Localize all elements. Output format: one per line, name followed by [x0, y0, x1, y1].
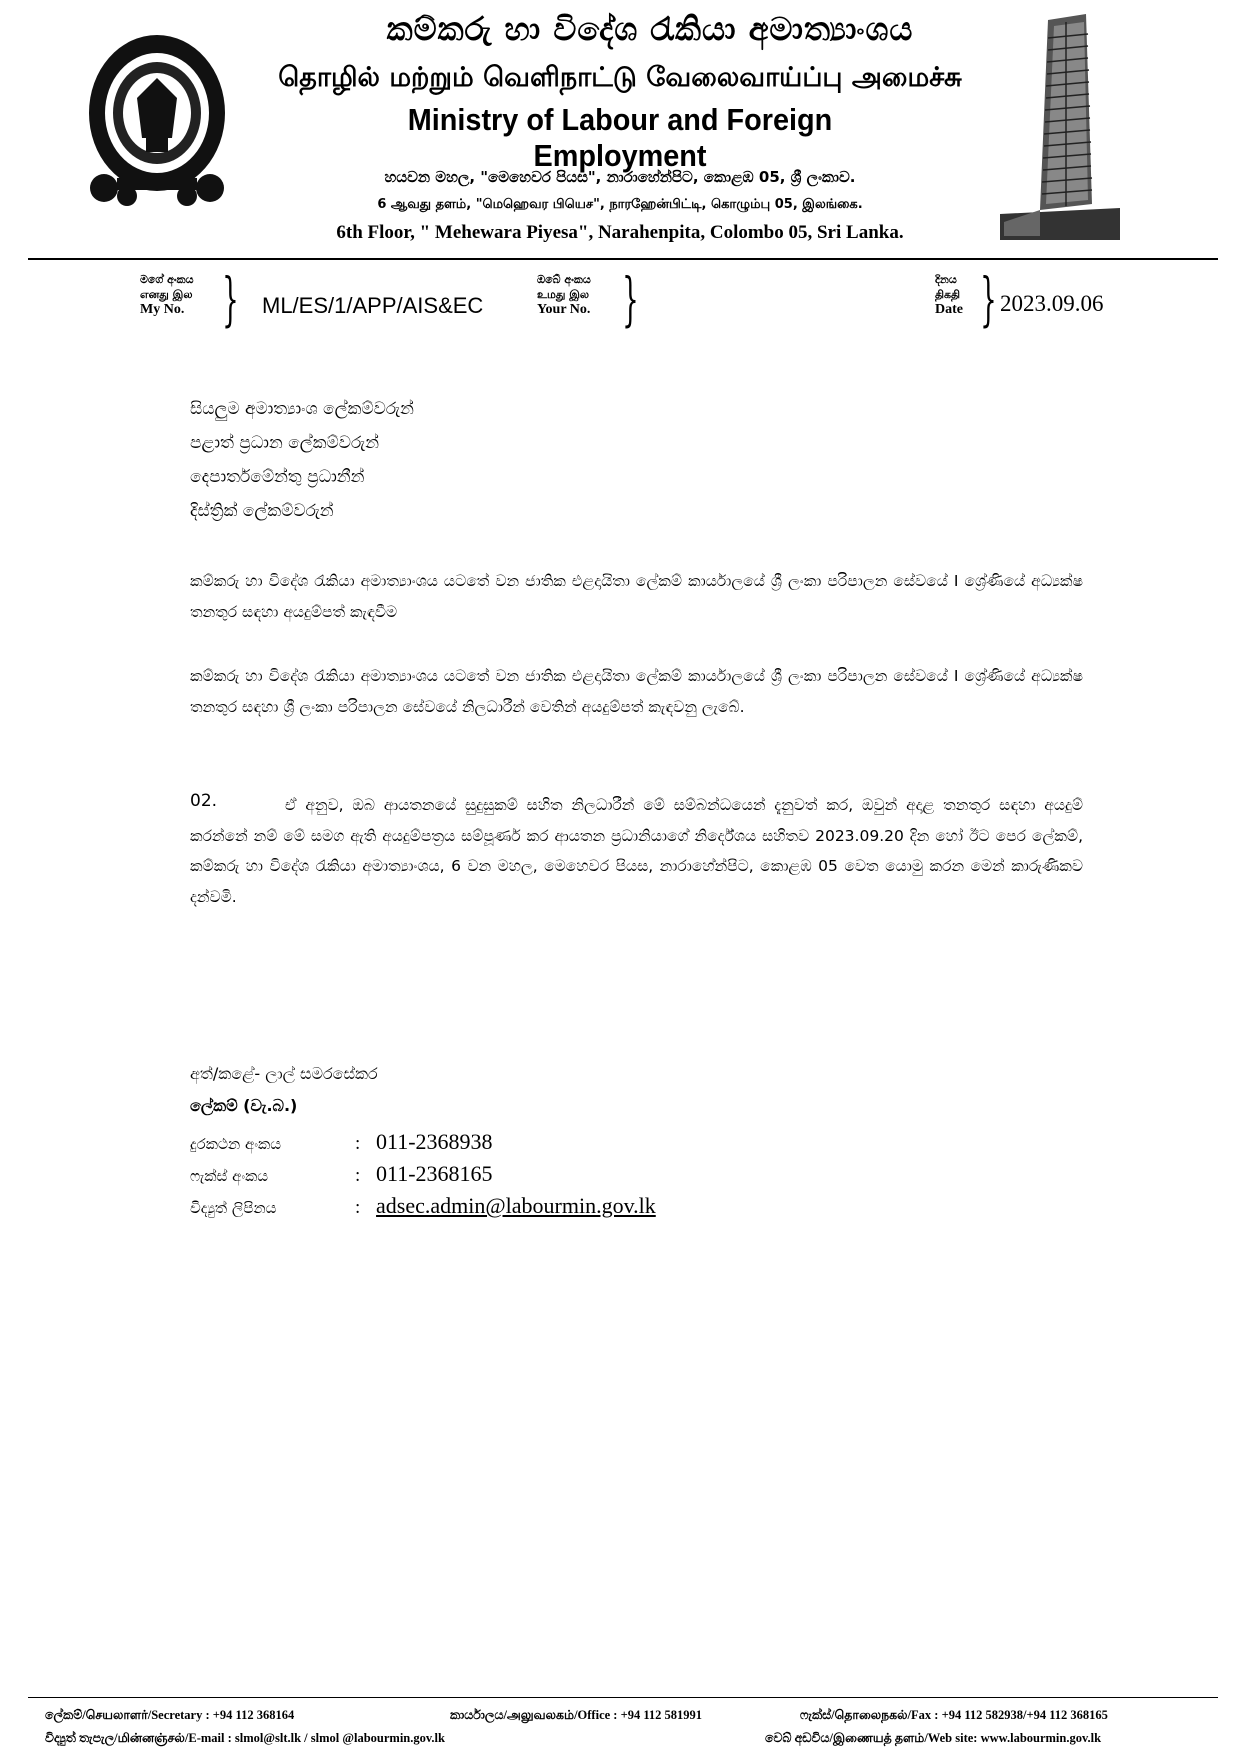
addressee-list: [190, 392, 414, 528]
date-brace: }: [980, 265, 997, 333]
ministry-name-english: Ministry of Labour and Foreign Employment: [407, 102, 833, 173]
header-divider: [28, 258, 1218, 260]
your-no-label: ඔබේ අංකය உமது இல Your No.: [537, 273, 591, 317]
footer-fax: ෆැක්ස්/தொலைநகல்/Fax : +94 112 582938/+94 112 368165: [800, 1708, 1108, 1722]
letter-subject: කම්කරු හා විදේශ රැකියා අමාත්‍යාංශය යටතේ වන ජාතික එළදායිතා ලේකම් කාර්යාලයේ ශ්‍රී ලංකා පරිපාලන සේවයේ I ශ්‍රේණියේ අධ්‍යක්ෂ තනතුර සඳහා අයදුම්පත් කැඳවීම: [190, 572, 1083, 621]
ministry-building-image: [1000, 14, 1120, 240]
fax-number: 011-2368165: [376, 1161, 493, 1186]
signature-block: [190, 1058, 378, 1122]
fax-label: ෆැක්ස් අංකය: [190, 1167, 269, 1185]
footer-website: වෙබ් අඩවිය/இணையத் தளம்/Web site: www.labourmin.gov.lk: [765, 1731, 1102, 1745]
ministry-name-tamil: தொழில் மற்றும் வெளிநாட்டு வேலைவாய்ப்பு அமைச்சு: [278, 62, 962, 93]
national-emblem-logo: [82, 28, 232, 213]
email-label: විද්‍යුත් ලිපිනය: [190, 1199, 277, 1217]
paragraph-number: 02.: [190, 791, 218, 811]
phone-number: 011-2368938: [376, 1129, 493, 1154]
body-paragraph-1: කම්කරු හා විදේශ රැකියා අමාත්‍යාංශය යටතේ වන ජාතික එළදායිතා ලේකම් කාර්යාලයේ ශ්‍රී ලංකා පරිපාලන සේවයේ I ශ්‍රේණියේ අධ්‍යක්ෂ තනතුර සඳහා ශ්‍රී ලංකා පරිපාලන සේවයේ නිලධාරීන් වෙතින් අයදුම්පත් කැඳවනු ලැබේ.: [190, 667, 1083, 716]
my-no-brace: }: [222, 265, 239, 333]
addressee-item: සියලුම අමාත්‍යාංශ ලේකම්වරුන්: [190, 399, 414, 419]
phone-label: දුරකථන අංකය: [190, 1135, 282, 1153]
addressee-item: පළාත් ප්‍රධාන ලේකම්වරුන්: [190, 433, 380, 453]
address-english: 6th Floor, " Mehewara Piyesa", Narahenpita, Colombo 05, Sri Lanka.: [336, 222, 904, 243]
email-link[interactable]: adsec.admin@labourmin.gov.lk: [376, 1193, 656, 1218]
addressee-item: දිස්ත්‍රික් ලේකම්වරුන්: [190, 501, 334, 521]
ministry-name-sinhala: කම්කරු හා විදේශ රැකියා අමාත්‍යාංශය: [386, 10, 914, 48]
address-tamil: 6 ஆவது தளம், "மெஹெவர பியெச", நாரஹேன்பிட்டி, கொழும்பு 05, இலங்கை.: [377, 197, 863, 212]
address-sinhala: හයවන මහල, "මෙහෙවර පියස", නාරාහේන්පිට, කොළඹ 05, ශ්‍රී ලංකාව.: [384, 168, 856, 186]
date-label: දිනය திகதி Date: [935, 273, 963, 317]
body-paragraph-2: ඒ අනුව, ඔබ ආයතනයේ සුදුසුකම් සහිත නිලධාරීන් මේ සම්බන්ධයෙන් දැනුවත් කර, ඔවුන් අදාළ තනතුර සඳහා අයදුම් කරන්නේ නම් මේ සමග ඇති අයදුම්පත්‍රය සම්පූර්ණ කර ආයතන ප්‍රධානියාගේ නිර්දේශය සහිතව 2023.09.20 දින හෝ ඊට පෙර ලේකම්, කම්කරු හා විදේශ රැකියා අමාත්‍යාංශය, 6 වන මහල, මෙහෙවර පියස, නාරාහේන්පිට, කොළඹ 05 වෙත යොමු කරන මෙන් කාරුණිකව දන්වමි.: [190, 796, 1083, 906]
addressee-item: දෙපාර්තමේන්තු ප්‍රධානීන්: [190, 467, 365, 487]
your-no-brace: }: [622, 265, 639, 333]
signatory-title: ලේකම් (වැ.බ.): [190, 1096, 298, 1115]
footer-secretary-phone: ලේකම්/செயலாளர்/Secretary : +94 112 368164: [45, 1708, 295, 1722]
my-no-value: ML/ES/1/APP/AIS&EC: [262, 293, 484, 318]
signatory-name: අත්/කළේ- ලාල් සමරසේකර: [190, 1064, 378, 1083]
my-no-label: මගේ අංකය எனது இல My No.: [140, 273, 194, 317]
footer-email: විද්‍යුත් තැපැල/மின்னஞ்சல்/E-mail : slmol@slt.lk / slmol @labourmin.gov.lk: [45, 1731, 445, 1745]
footer-office-phone: කාර්යාලය/அலுவலகம்/Office : +94 112 581991: [450, 1708, 703, 1722]
footer-divider: [28, 1697, 1218, 1698]
date-value: 2023.09.06: [1000, 291, 1104, 316]
contact-details: දුරකථන අංකය : 011-2368938 ෆැක්ස් අංකය : 011-2368165 විද්‍යුත් ලිපිනය : adsec.admin@labourmin.gov.lk: [190, 1127, 656, 1223]
